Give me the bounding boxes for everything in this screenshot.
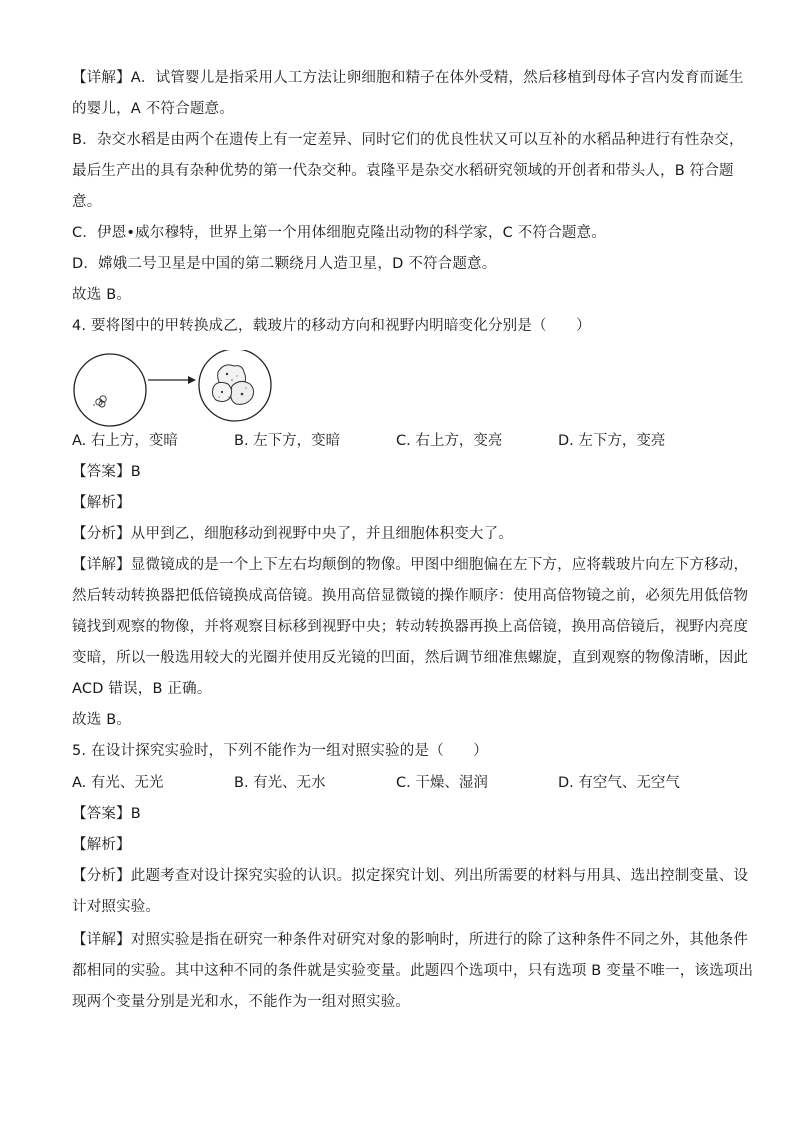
q5-option-c: C. 干燥、湿润	[396, 775, 488, 791]
q5-option-d: D. 有空气、无空气	[558, 775, 680, 791]
q3-detail-line-7: D．嫦娥二号卫星是中国的第二颗绕月人造卫星，D 不符合题意。	[72, 256, 497, 272]
q3-conclusion: 故选 B。	[72, 287, 132, 303]
q3-detail-line-3: B．杂交水稻是由两个在遗传上有一定差异、同时它们的优良性状又可以互补的水稻品种进行有性杂交，	[72, 132, 744, 148]
q5-answer: 【答案】B	[72, 806, 141, 822]
q4-stem: 4. 要将图中的甲转换成乙，载玻片的移动方向和视野内明暗变化分别是（ ）	[72, 318, 591, 334]
q5-detail-line-3: 现两个变量分别是光和水，不能作为一组对照实验。	[72, 994, 411, 1010]
q5-stem: 5. 在设计探究实验时，下列不能作为一组对照实验的是（ ）	[72, 743, 488, 759]
q5-analysis-line-1: 【分析】此题考查对设计探究实验的认识。拟定探究计划、列出所需要的材料与用具、选出控制变量、设	[72, 868, 749, 884]
q4-detail-line-4: 变暗，所以一般选用较大的光圈并使用反光镜的凹面，然后调节细准焦螺旋，直到观察的物像清晰，因此	[72, 650, 749, 666]
large-cells-icon	[212, 365, 253, 405]
q3-detail-line-4: 最后生产出的具有杂种优势的第一代杂交种。袁隆平是杂交水稻研究领域的开创者和带头人，B 符合题	[72, 163, 734, 179]
q4-detail-line-2: 然后转动转换器把低倍镜换成高倍镜。换用高倍显微镜的操作顺序：使用高倍物镜之前，必须先用低倍物	[72, 588, 749, 604]
q4-detail-line-3: 镜找到观察的物像，并将观察目标移到视野中央；转动转换器再换上高倍镜，换用高倍镜后，视野内亮度	[72, 619, 749, 635]
q4-answer: 【答案】B	[72, 464, 141, 480]
q4-analysis-tag: 【解析】	[72, 495, 131, 511]
microscope-field-figure	[72, 350, 292, 430]
q3-detail-line-5: 意。	[72, 194, 102, 210]
q3-detail-line-2: 的婴儿，A 不符合题意。	[72, 101, 234, 117]
q5-analysis-tag: 【解析】	[72, 837, 131, 853]
q4-conclusion: 故选 B。	[72, 712, 132, 728]
arrow-right-icon	[148, 376, 196, 384]
q3-detail-line-1: 【详解】A．试管婴儿是指采用人工方法让卵细胞和精子在体外受精，然后移植到母体子宫内发育而诞生	[72, 70, 744, 86]
q4-option-d: D. 左下方，变亮	[558, 433, 666, 449]
field-jia	[74, 354, 146, 426]
q5-analysis-line-2: 计对照实验。	[72, 899, 161, 915]
q5-option-b: B. 有光、无水	[234, 775, 326, 791]
q4-detail-line-5: ACD 错误，B 正确。	[72, 681, 212, 697]
q4-option-a: A. 右上方，变暗	[72, 433, 178, 449]
q4-analysis: 【分析】从甲到乙，细胞移动到视野中央了，并且细胞体积变大了。	[72, 526, 513, 542]
field-yi	[199, 350, 271, 421]
q5-option-a: A. 有光、无光	[72, 775, 164, 791]
q4-option-c: C. 右上方，变亮	[396, 433, 503, 449]
q5-detail-line-1: 【详解】对照实验是指在研究一种条件对研究对象的影响时，所进行的除了这种条件不同之外，其他条件	[72, 932, 749, 948]
q5-detail-line-2: 都相同的实验。其中这种不同的条件就是实验变量。此题四个选项中，只有选项 B 变量不唯一，该选项出	[72, 963, 754, 979]
q3-detail-line-6: C．伊恩•威尔穆特，世界上第一个用体细胞克隆出动物的科学家，C 不符合题意。	[72, 225, 607, 241]
q4-option-b: B. 左下方，变暗	[234, 433, 341, 449]
small-cells-icon	[93, 396, 106, 407]
q4-detail-line-1: 【详解】显微镜成的是一个上下左右均颠倒的物像。甲图中细胞偏在左下方，应将载玻片向左下方移动，	[72, 557, 749, 573]
